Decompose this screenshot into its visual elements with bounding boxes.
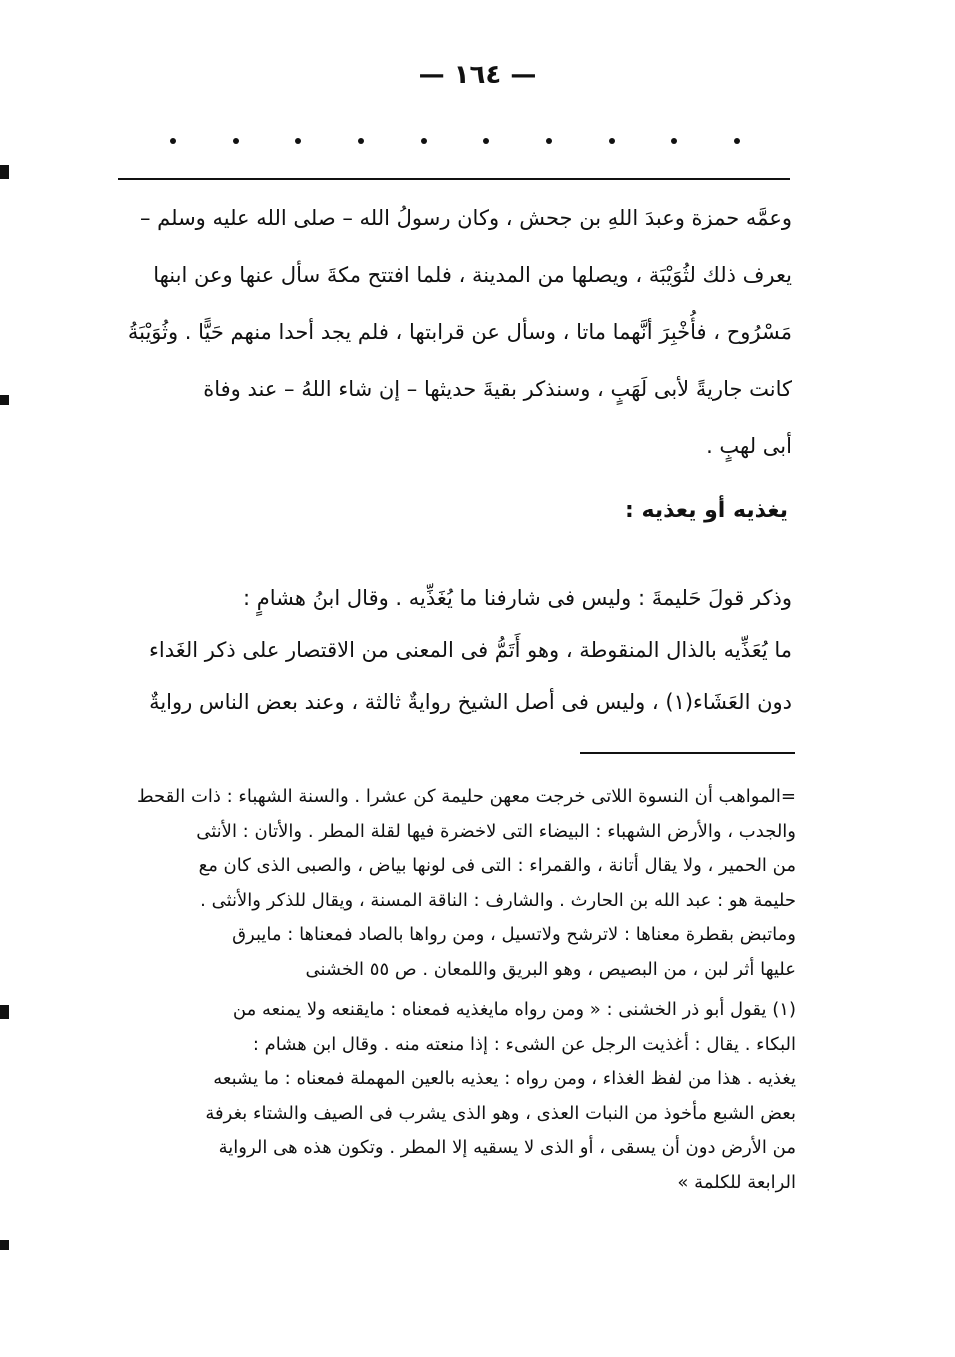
dot: [546, 138, 552, 144]
scan-edge-mark: [0, 1005, 9, 1019]
footnote-line: البكاء . يقال : أغذيت الرجل عن الشىء : إذا منعته منه . وقال ابن هشام :: [252, 1033, 796, 1055]
text-line: مَسْرُوح ، فأُخْبِرَ أنَّهما ماتا ، وسأل عن قرابتها ، فلم يجد أحدا منهم حَيًّا . وثُوَيْبَةُ: [127, 320, 792, 344]
footnote-line: بعض الشبع مأخوذ من النبات العذى ، وهو الذى يشرب فى الصيف والشتاء بغرفة: [205, 1102, 796, 1124]
scan-edge-mark: [0, 165, 9, 179]
dot: [671, 138, 677, 144]
footnote-line: يغذيه . هذا من لفظ الغذاء ، ومن رواه : يعذيه بالعين المهملة فمعناه : ما يشبعه: [213, 1068, 796, 1089]
text-line: وذكر قولَ حَليمةَ : وليس فى شارفنا ما يُغَذِّيه . وقال ابنُ هشامٍ :: [242, 586, 792, 610]
footnote-line: حليمة هو : عبد الله بن الحارث . والشارف : الناقة المسنة ، ويقال للذكر والأنثى .: [200, 889, 796, 911]
scan-edge-mark: [0, 395, 9, 405]
dot: [483, 138, 489, 144]
footnote-line: (١) يقول أبو ذر الخشنى : « ومن رواه مايغذيه فمعناه : مايقنعه ولا يمنعه من: [232, 999, 796, 1020]
dot: [170, 138, 176, 144]
text-line: يعرف ذلك لثُوَيْبَة ، ويصلها من المدينة ، فلما افتتح مكةَ سأل عنها وعن ابنها: [153, 263, 792, 287]
footnote-rule: [580, 752, 795, 754]
footnote-line: من الحمير ، ولا يقال أتانة ، والقمراء : التى فى لونها بياض ، والصبى الذى كان مع: [198, 855, 796, 876]
body-paragraph-2: [120, 572, 792, 728]
text-line: وعمَّه حمزة وعبدَ اللهِ بن جحش ، وكان رسولُ الله – صلى الله عليه وسلم –: [139, 206, 792, 230]
dot: [609, 138, 615, 144]
ornament-dots: [170, 138, 740, 144]
header-rule: [118, 178, 790, 180]
text-line: أبى لهبٍ .: [706, 434, 792, 458]
page-number: — ١٦٤ —: [418, 60, 537, 90]
text-line: ما يُعَذِّيه بالذال المنقوطة ، وهو أَتَمُّ فى المعنى من الاقتصار على ذكر الغَداء: [148, 638, 792, 662]
body-paragraph-1: [120, 190, 792, 475]
footnote-line: =المواهب أن النسوة اللاتى خرجت معهن حليمة كن عشرا . والسنة الشهباء : ذات القحط: [136, 786, 796, 807]
section-heading: يغذيه أو يعذيه :: [625, 498, 788, 523]
dot: [421, 138, 427, 144]
dot: [358, 138, 364, 144]
footnote-line: والجدب ، والأرض الشهباء : البيضاء التى لاخضرة فيها لقلة المطر . والأتان : الأنثى: [196, 820, 796, 842]
footnote-line: وماتبض بقطرة معناها : لاترشح ولاتسيل ، ومن رواها بالصاد فمعناها : مايبرق: [232, 924, 796, 945]
text-line: كانت جاريةً لأبى لَهَبٍ ، وسنذكر بقيةَ حديثها – إن شاء اللهُ – عند وفاة: [203, 377, 792, 401]
scan-edge-mark: [0, 1240, 9, 1250]
footnote-line: الرابعة للكلمة »: [677, 1171, 796, 1193]
text-line: دون العَشَاء(١) ، وليس فى أصل الشيخ روايةٌ ثالثة ، وعند بعض الناس روايةٌ: [149, 690, 792, 714]
footnotes: [120, 780, 796, 1200]
dot: [233, 138, 239, 144]
dot: [734, 138, 740, 144]
footnote-line: عليها أثر لبن ، من البصيص ، وهو البريق واللمعان . ص ٥٥ الخشنى: [305, 958, 796, 980]
dot: [295, 138, 301, 144]
footnote-line: من الأرض دون أن يسقى ، أو الذى لا يسقيه إلا المطر . وتكون هذه هى الرواية: [218, 1137, 796, 1158]
